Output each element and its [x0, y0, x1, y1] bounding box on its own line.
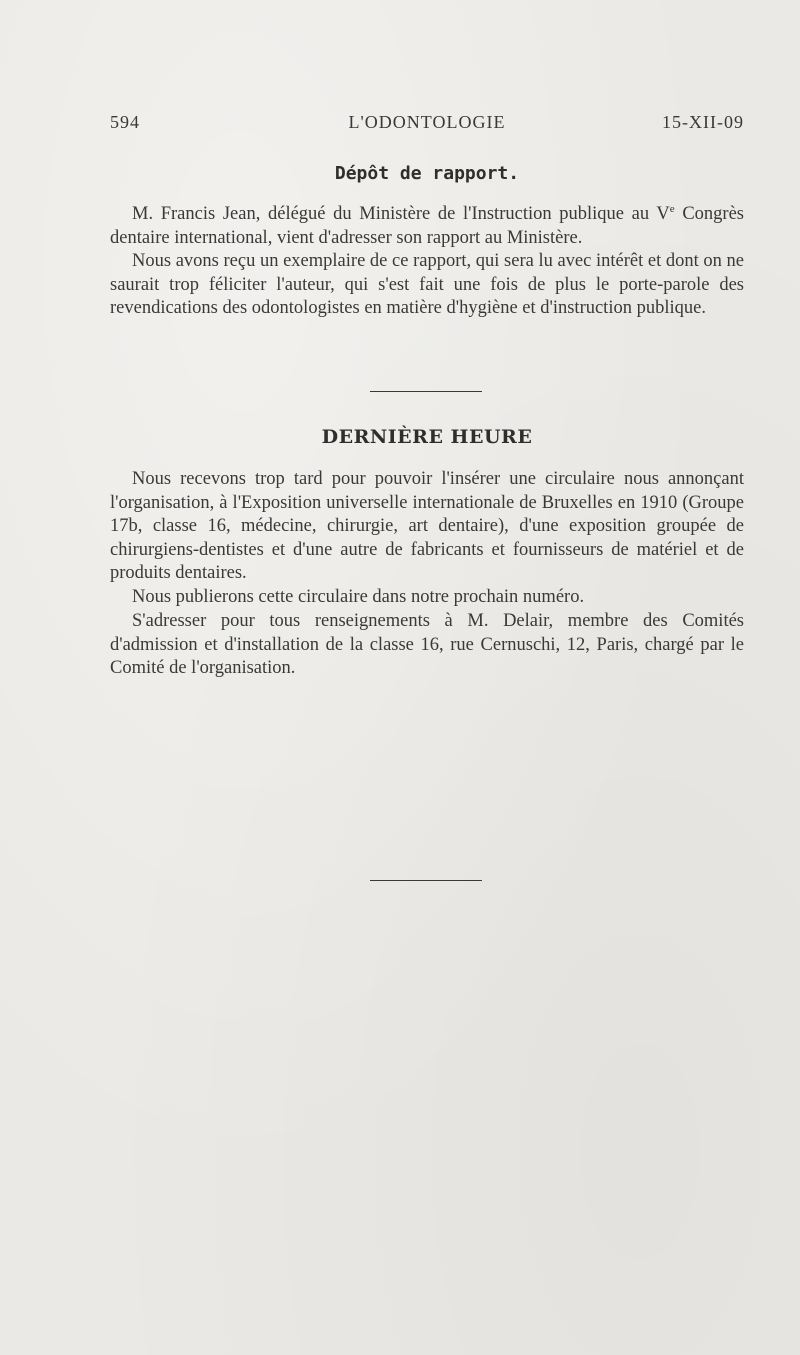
page-number: 594	[110, 112, 140, 132]
issue-date: 15-XII-09	[662, 112, 744, 132]
superscript-e: e	[669, 202, 675, 215]
paragraph-depot-2: Nous avons reçu un exemplaire de ce rapport, qui sera lu avec intérêt et dont on ne saurait trop féliciter l'auteur, qui s'est fait une fois de plus le porte-parole des revendications des odontologistes en matière d'hygiène et d'instruction publique.	[110, 251, 744, 318]
paragraph-derniere-2: Nous publierons cette circulaire dans notre prochain numéro.	[132, 587, 585, 607]
section-divider	[370, 391, 482, 392]
end-divider	[370, 880, 482, 881]
paragraph-text: M. Francis Jean, délégué du Ministère de l'Instruction publique au V	[132, 204, 670, 224]
page-header	[110, 112, 744, 136]
journal-title: L'ODONTOLOGIE	[348, 112, 506, 132]
section-title-depot-rapport: Dépôt de rapport.	[334, 163, 520, 184]
paragraph-depot-1	[110, 203, 744, 250]
paragraph-derniere-1: Nous recevons trop tard pour pouvoir l'insérer une circulaire nous annonçant l'organisation, à l'Exposition universelle internationale de Bruxelles en 1910 (Groupe 17b, classe 16, médecine, chirurgie, art dentaire), d'une exposition groupée de chirurgiens-dentistes et d'une autre de fabricants et fournisseurs de matériel et de produits dentaires.	[110, 469, 744, 583]
section-title-derniere-heure: DERNIÈRE HEURE	[321, 426, 533, 448]
paragraph-text: Congrès dentaire international, vient d'adresser son rapport au Ministère.	[110, 204, 744, 248]
paragraph-derniere-3: S'adresser pour tous renseignements à M. Delair, membre des Comités d'admission et d'installation de la classe 16, rue Cernuschi, 12, Paris, chargé par le Comité de l'organisation.	[110, 611, 744, 678]
